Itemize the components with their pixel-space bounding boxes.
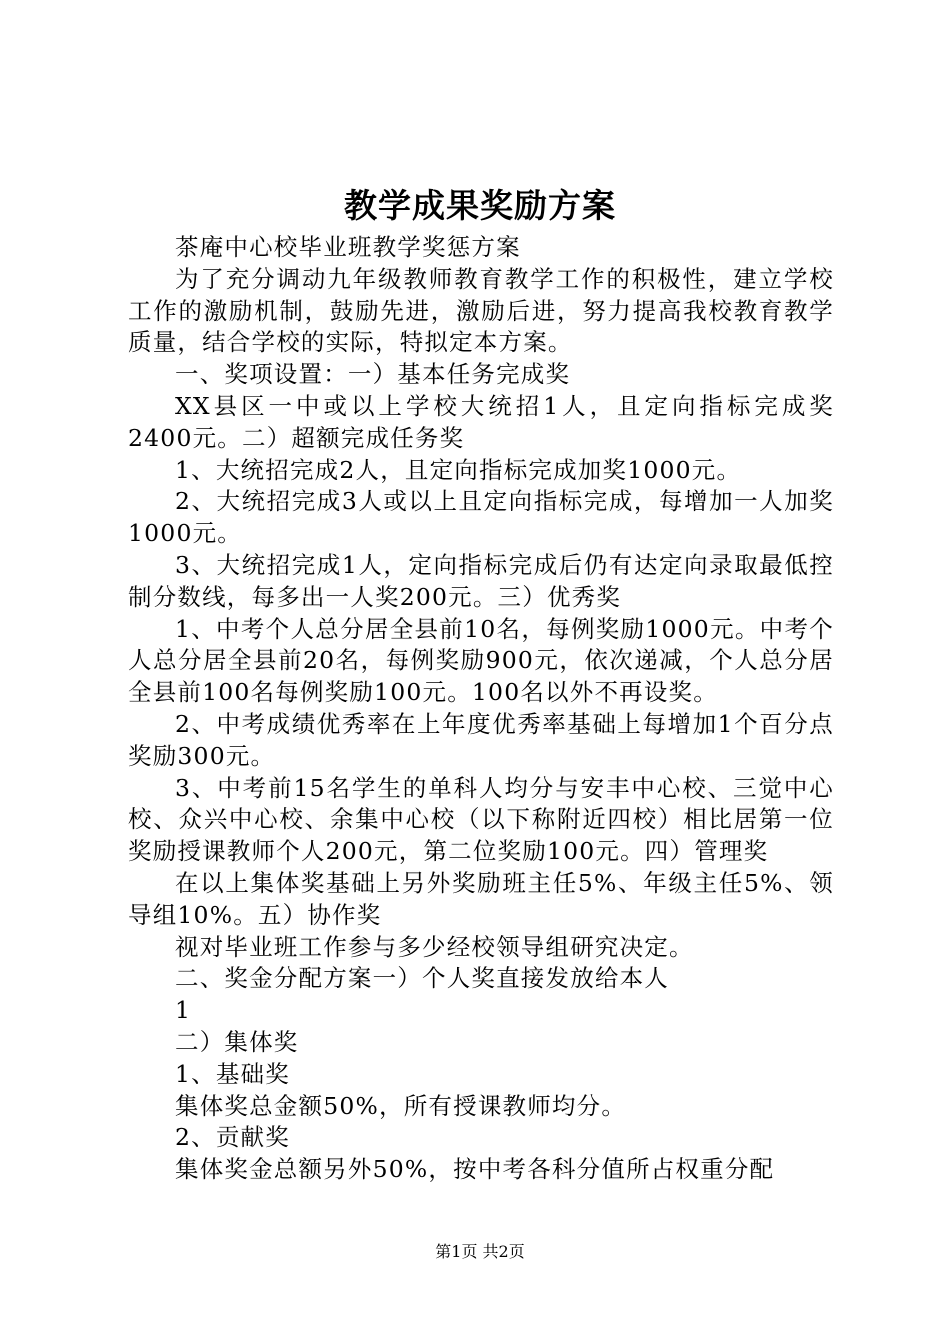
paragraph-excess-item-2: 2、大统招完成3人或以上且定向指标完成，每增加一人加奖1000元。 — [128, 487, 834, 548]
page-footer: 第1页 共2页 — [435, 1242, 525, 1261]
paragraph-contribution-award-heading: 2、贡献奖 — [175, 1123, 290, 1152]
paragraph-basic-task-award: XX县区一中或以上学校大统招1人，且定向指标完成奖2400元。二）超额完成任务奖 — [128, 391, 834, 452]
paragraph-contribution-award-detail: 集体奖金总额另外50%，按中考各科分值所占权重分配 — [175, 1155, 775, 1184]
paragraph-section-distribution: 二、奖金分配方案一）个人奖直接发放给本人 — [175, 964, 669, 993]
document-body — [128, 232, 834, 1186]
paragraph-basic-award-detail: 集体奖总金额50%，所有授课教师均分。 — [175, 1091, 627, 1120]
paragraph-excess-item-3: 3、大统招完成1人，定向指标完成后仍有达定向录取最低控制分数线，每多出一人奖200元。三）优秀奖 — [128, 550, 834, 611]
paragraph-excellence-item-2: 2、中考成绩优秀率在上年度优秀率基础上每增加1个百分点奖励300元。 — [128, 709, 834, 770]
paragraph-excellence-item-1: 1、中考个人总分居全县前10名，每例奖励1000元。中考个人总分居全县前20名，每例奖励900元，依次递减，个人总分居全县前100名每例奖励100元。100名以外不再设奖。 — [128, 614, 834, 707]
paragraph-excellence-item-3: 3、中考前15名学生的单科人均分与安丰中心校、三觉中心校、众兴中心校、余集中心校（以下称附近四校）相比居第一位奖励授课教师个人200元，第二位奖励100元。四）管理奖 — [128, 773, 834, 866]
paragraph-page-number-marker: 1 — [175, 996, 192, 1025]
paragraph-basic-award-heading: 1、基础奖 — [175, 1059, 290, 1088]
paragraph-section-award-items: 一、奖项设置：一）基本任务完成奖 — [175, 360, 571, 389]
paragraph-school-plan-name: 茶庵中心校毕业班教学奖惩方案 — [175, 233, 521, 261]
paragraph-collective-award: 二）集体奖 — [175, 1027, 299, 1056]
paragraph-management-award: 在以上集体奖基础上另外奖励班主任5%、年级主任5%、领导组10%。五）协作奖 — [128, 868, 834, 929]
paragraph-excess-item-1: 1、大统招完成2人，且定向指标完成加奖1000元。 — [175, 455, 742, 484]
paragraph-purpose: 为了充分调动九年级教师教育教学工作的积极性，建立学校工作的激励机制，鼓励先进，激励后进，努力提高我校教育教学质量，结合学校的实际，特拟定本方案。 — [128, 264, 834, 357]
paragraph-cooperation-award: 视对毕业班工作参与多少经校领导组研究决定。 — [175, 932, 694, 961]
document-title: 教学成果奖励方案 — [344, 186, 616, 225]
